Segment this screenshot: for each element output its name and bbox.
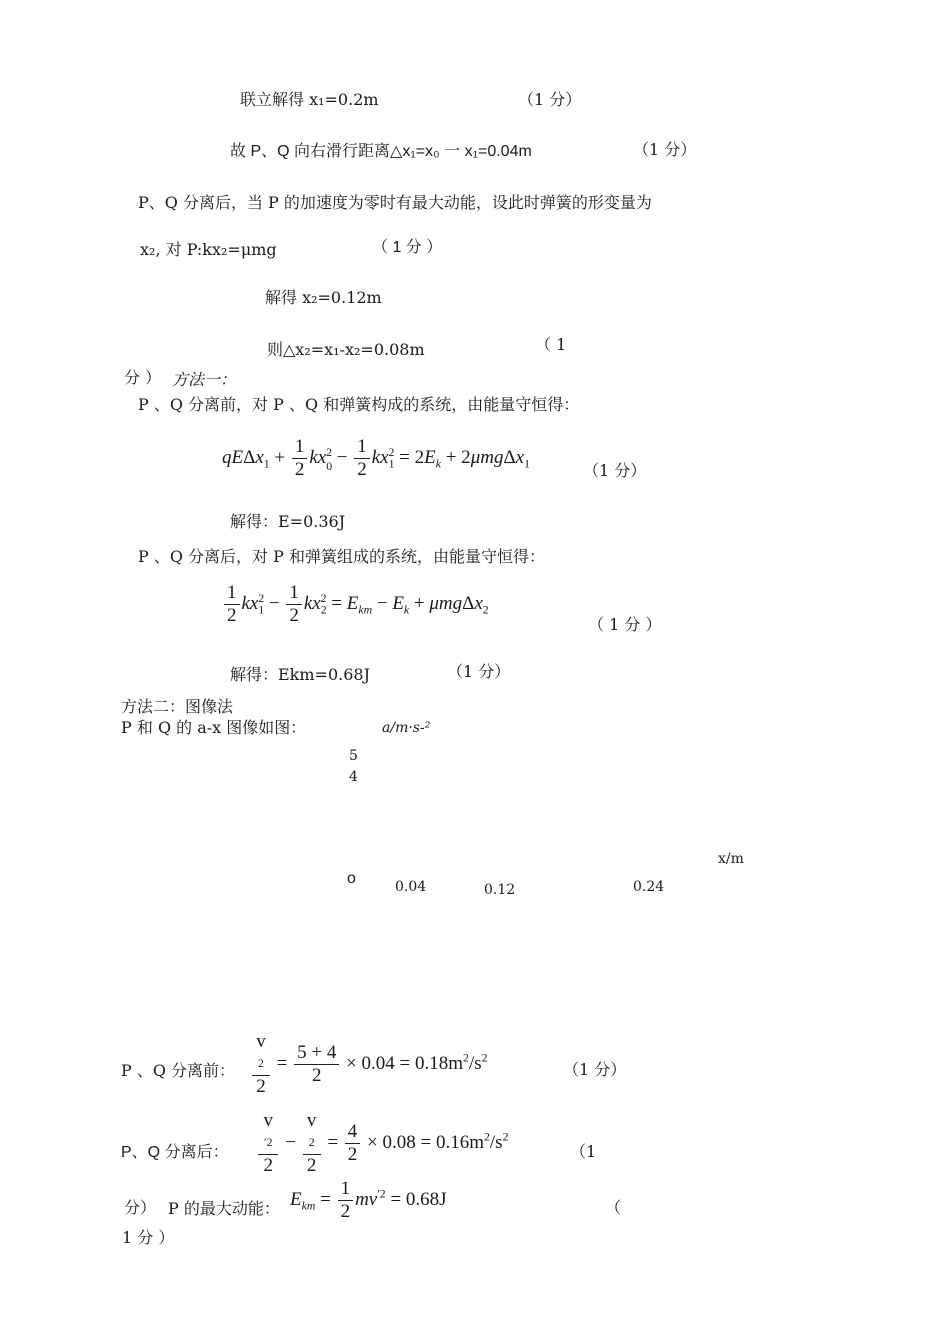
equation-3: v 2 2 = $\frac{5 + 4}{2}$ × $0.04 = 0.18m^2/s^2$	[250, 1031, 488, 1098]
score-10a: （	[605, 1198, 622, 1217]
graph-x-tick-024: 0.24	[633, 879, 665, 895]
graph-y-tick-4: 4	[349, 769, 358, 785]
text-line-14: P 的最大动能：	[168, 1199, 280, 1218]
score-4b: 分 ）	[124, 368, 162, 387]
score-2: （1 分）	[633, 140, 697, 159]
score-1: （1 分）	[518, 90, 582, 109]
text-line-10: 解得：Ekm=0.68J	[230, 665, 370, 684]
equation-5: $E_{km}$ = $\frac{1}{2}$ $mv^{'2} = 0.68J$	[290, 1178, 447, 1222]
method-one-heading: 方法一：	[172, 370, 237, 389]
graph-x-tick-004: 0.04	[395, 879, 427, 895]
text-line-1: 联立解得 x₁=0.2m	[240, 90, 379, 109]
text-line-8: 解得：E=0.36J	[230, 512, 346, 531]
graph-y-tick-5: 5	[349, 748, 358, 764]
score-9b: 分）	[124, 1198, 157, 1217]
text-line-6: 则△x₂=x₁-x₂=0.08m	[267, 340, 425, 359]
graph-x-axis-label: x/m	[718, 851, 744, 867]
text-line-12: P 、Q 分离前：	[121, 1061, 236, 1080]
score-4a: （ 1	[535, 335, 567, 354]
graph-x-tick-012: 0.12	[484, 882, 516, 898]
equation-2: $\frac{1}{2}$ $kx_1^2$ − $\frac{1}{2}$ $kx_2^2 = E_{km} - E_k + \mu mg\Delta x_2$	[222, 582, 489, 627]
text-line-13: P、Q 分离后：	[121, 1144, 229, 1161]
score-5: （1 分）	[583, 461, 647, 480]
text-line-2: 故 P、Q 向右滑行距离△x₁=x₀ 一 x₁=0.04m	[230, 143, 532, 160]
method-two-heading: 方法二：图像法	[121, 697, 234, 716]
text-line-11: P 和 Q 的 a-x 图像如图：	[121, 718, 307, 737]
graph-y-axis-label: a/m·s-²	[382, 720, 431, 736]
score-8: （1 分）	[563, 1060, 627, 1079]
text-line-5: 解得 x₂=0.12m	[265, 288, 382, 307]
text-line-9: P 、Q 分离后，对 P 和弹簧组成的系统，由能量守恒得：	[138, 547, 545, 566]
score-10b: 1 分 ）	[122, 1228, 175, 1247]
score-3: （ 1 分 ）	[372, 239, 443, 256]
score-7: （1 分）	[447, 662, 511, 681]
equation-4: v ′2 2 − v 2 2 = $\frac{4}{2}$ × $0.08 = 0.16m^2/s^2$	[256, 1110, 508, 1177]
text-line-3: P、Q 分离后，当 P 的加速度为零时有最大动能，设此时弹簧的形变量为	[138, 193, 652, 212]
score-9a: （1	[570, 1142, 597, 1161]
graph-origin-label: o	[347, 870, 356, 887]
text-line-7: P 、Q 分离前，对 P 、Q 和弹簧构成的系统，由能量守恒得：	[138, 395, 580, 414]
text-line-4: x₂, 对 P:kx₂=μmg	[140, 240, 277, 259]
score-6: （ 1 分 ）	[588, 615, 662, 634]
equation-1: qEΔx$_1$ + $\frac{1}{2}$ $kx_0^2$ − $\frac{1}{2}$ $kx_1^2 = 2E_k + 2\mu mg\Delta x_1$	[222, 436, 530, 480]
